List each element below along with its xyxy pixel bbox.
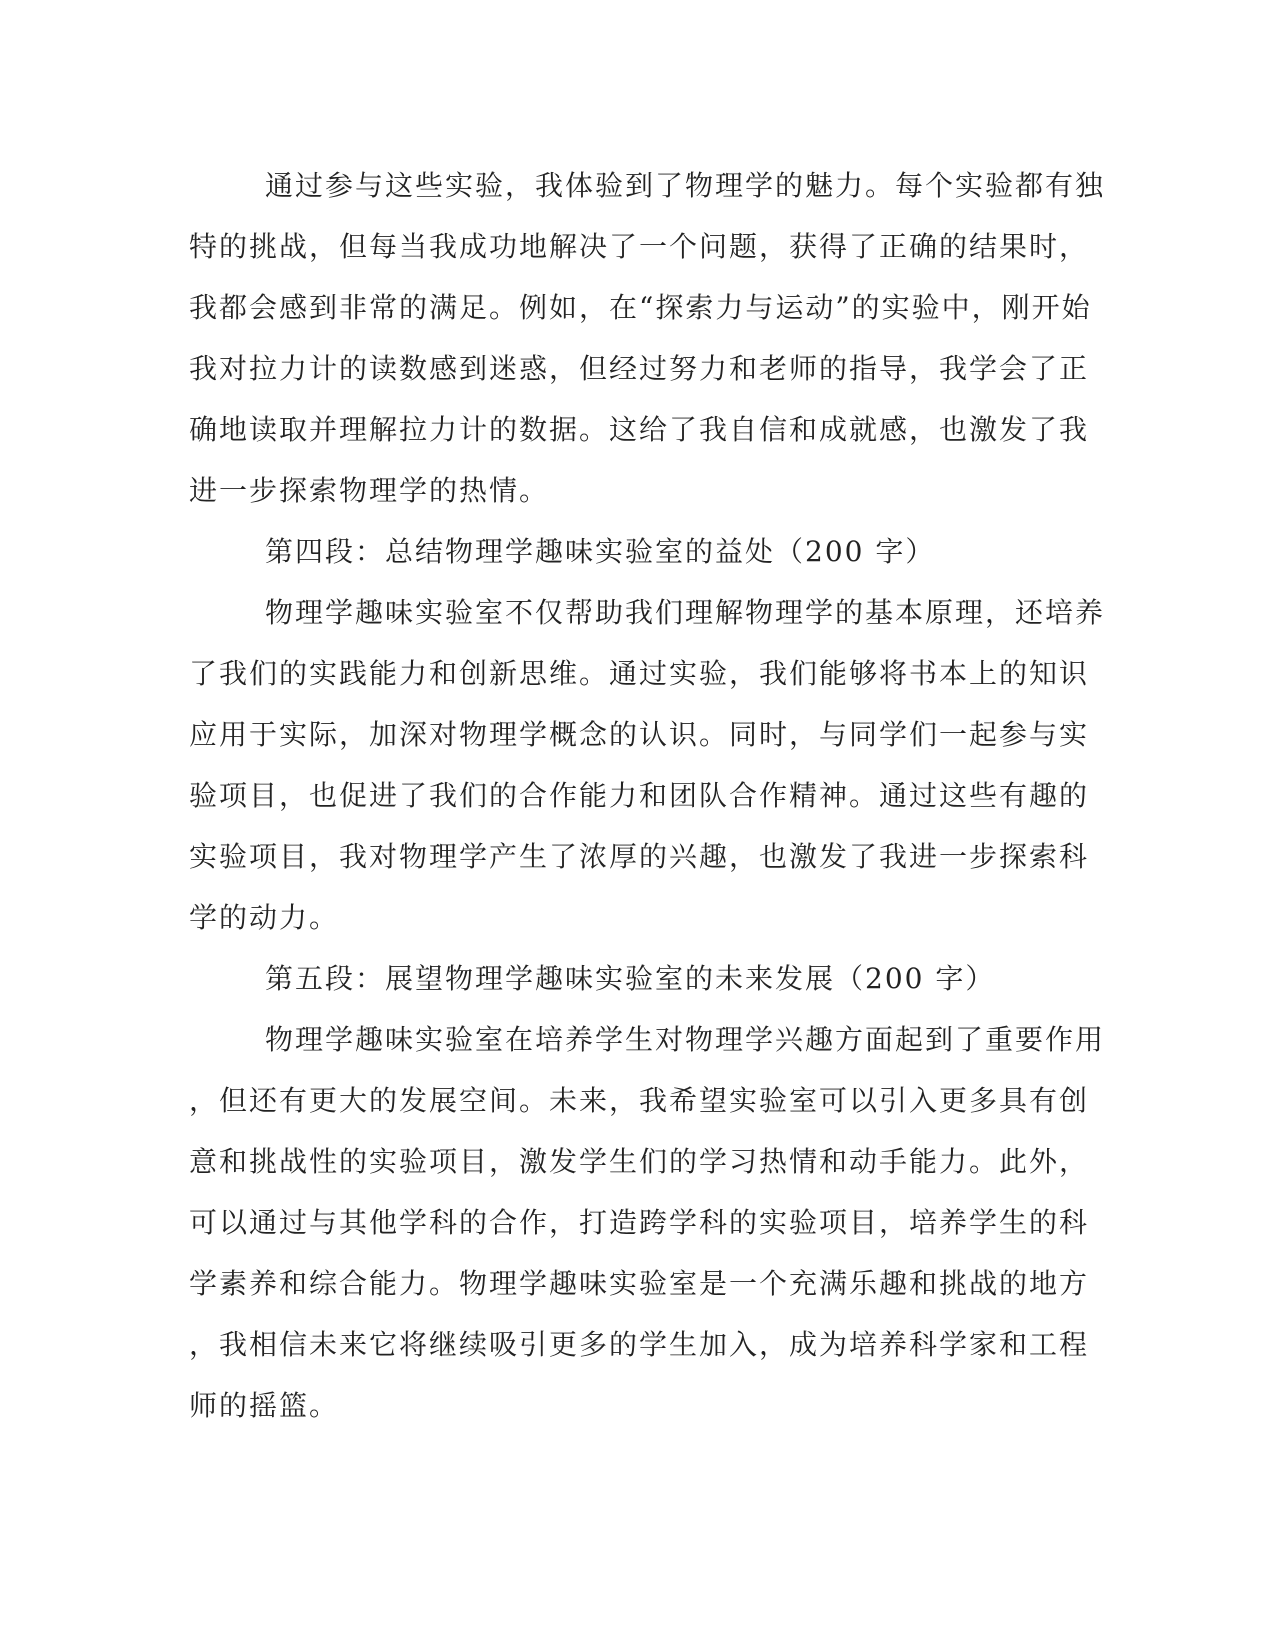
text-line: 物理学趣味实验室不仅帮助我们理解物理学的基本原理，还培养	[265, 596, 1106, 629]
paragraph-3-continued	[189, 155, 1106, 521]
text-line: 学素养和综合能力。物理学趣味实验室是一个充满乐趣和挑战的地方	[189, 1267, 1090, 1300]
text-line: 师的摇篮。	[189, 1389, 340, 1422]
heading-line: 第五段：展望物理学趣味实验室的未来发展（200 字）	[265, 962, 996, 995]
text-line: 进一步探索物理学的热情。	[189, 474, 550, 507]
text-line: 物理学趣味实验室在培养学生对物理学兴趣方面起到了重要作用	[265, 1023, 1106, 1056]
text-line: 可以通过与其他学科的合作，打造跨学科的实验项目，培养学生的科	[189, 1206, 1090, 1239]
text-line: 我都会感到非常的满足。例如，在“探索力与运动”的实验中，刚开始	[189, 291, 1092, 324]
document-body	[189, 155, 1106, 1436]
text-line: 特的挑战，但每当我成功地解决了一个问题，获得了正确的结果时，	[189, 230, 1090, 263]
text-line: 确地读取并理解拉力计的数据。这给了我自信和成就感，也激发了我	[189, 413, 1090, 446]
paragraph-5	[189, 1009, 1106, 1436]
text-line: ，我相信未来它将继续吸引更多的学生加入，成为培养科学家和工程	[189, 1328, 1090, 1361]
text-line: 实验项目，我对物理学产生了浓厚的兴趣，也激发了我进一步探索科	[189, 840, 1090, 873]
text-line: ，但还有更大的发展空间。未来，我希望实验室可以引入更多具有创	[189, 1084, 1090, 1117]
section-heading-5	[189, 948, 1069, 1009]
text-line: 意和挑战性的实验项目，激发学生们的学习热情和动手能力。此外，	[189, 1145, 1090, 1178]
text-line: 了我们的实践能力和创新思维。通过实验，我们能够将书本上的知识	[189, 657, 1090, 690]
section-heading-4	[189, 521, 1069, 582]
paragraph-4	[189, 582, 1106, 948]
text-line: 学的动力。	[189, 901, 340, 934]
text-line: 我对拉力计的读数感到迷惑，但经过努力和老师的指导，我学会了正	[189, 352, 1090, 385]
text-line: 验项目，也促进了我们的合作能力和团队合作精神。通过这些有趣的	[189, 779, 1090, 812]
heading-line: 第四段：总结物理学趣味实验室的益处（200 字）	[265, 535, 936, 568]
text-line: 应用于实际，加深对物理学概念的认识。同时，与同学们一起参与实	[189, 718, 1090, 751]
text-line: 通过参与这些实验，我体验到了物理学的魅力。每个实验都有独	[265, 169, 1106, 202]
